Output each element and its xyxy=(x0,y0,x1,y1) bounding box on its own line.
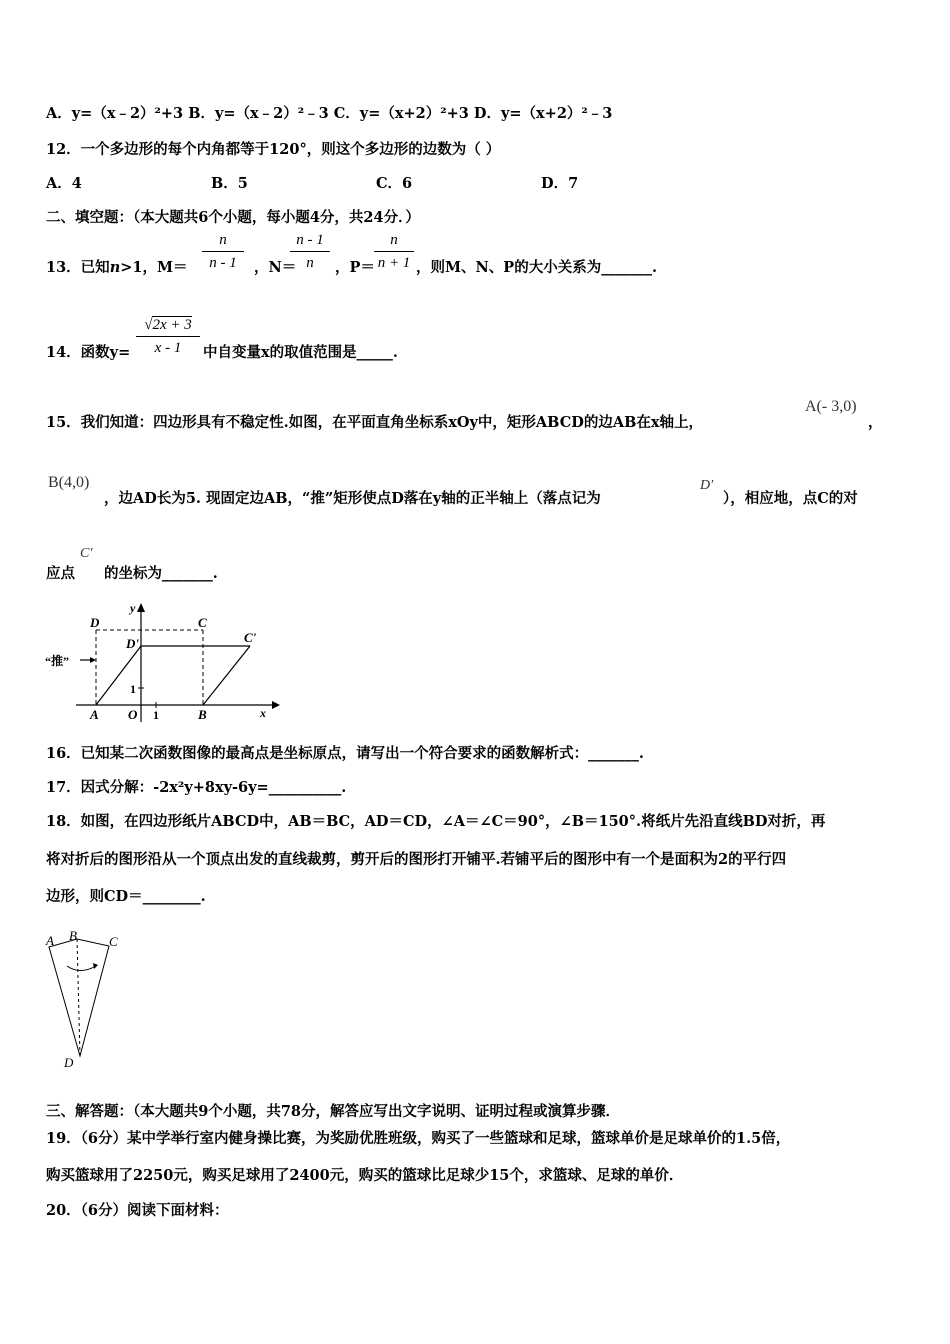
q13-p-fraction xyxy=(374,230,414,273)
q18-line-1: 18．如图，在四边形纸片ABCD中，AB＝BC，AD＝CD，∠A＝∠C＝90°，∠B＝150°.将纸片先沿直线BD对折，再 xyxy=(46,813,826,830)
q18-line-3: 边形，则CD＝________. xyxy=(46,888,206,905)
y-axis-arrow xyxy=(137,603,145,612)
q15-d-prime: D′ xyxy=(700,478,714,493)
q19-line-2: 购买篮球用了2250元，购买足球用了2400元，购买的篮球比足球少15个，求篮球、足球的单价． xyxy=(46,1167,684,1184)
fig18-label-a: A xyxy=(46,933,54,948)
q15-point-a: A(- 3,0) xyxy=(805,398,857,415)
fig18-label-b: B xyxy=(69,928,77,943)
fig15-label-a: A xyxy=(90,707,99,722)
q13-n-denominator: n xyxy=(306,255,314,271)
q12-option-a: A．4 xyxy=(46,175,82,192)
q13-suffix: ，则M、N、P的大小关系为_______. xyxy=(416,259,658,276)
q15-line-3a: 应点 xyxy=(46,565,75,582)
fig15-label-b: B xyxy=(198,707,207,722)
q15-line-1: 15．我们知道：四边形具有不稳定性.如图，在平面直角坐标系xOy中，矩形ABCD的边AB在x轴上， xyxy=(46,414,703,431)
q12-option-c: C．6 xyxy=(376,175,413,192)
push-arrow-head xyxy=(90,657,96,663)
fold-line-bd xyxy=(77,939,80,1056)
fig15-label-y: y xyxy=(130,601,136,615)
q13-n-label: ，N＝ xyxy=(254,259,297,276)
q17: 17．因式分解：-2x²y+8xy-6y=__________. xyxy=(46,779,347,796)
q14-prefix: 14．函数y= xyxy=(46,344,131,361)
q15-figure xyxy=(44,598,284,726)
q14-fraction xyxy=(136,315,200,358)
q12-option-b: B．5 xyxy=(211,175,248,192)
q14-suffix: 中自变量x的取值范围是_____. xyxy=(203,344,398,361)
q16: 16．已知某二次函数图像的最高点是坐标原点，请写出一个符合要求的函数解析式：_______. xyxy=(46,745,644,762)
q13-p-numerator: n xyxy=(390,232,398,248)
fig15-label-y-one: 1 xyxy=(130,682,136,696)
q15-point-b: B(4,0) xyxy=(48,474,90,491)
q14-numerator: √2x + 3 xyxy=(144,317,192,333)
fig15-label-c-prime: C' xyxy=(244,630,257,645)
q18-line-2: 将对折后的图形沿从一个顶点出发的直线裁剪，剪开后的图形打开铺平.若铺平后的图形中有一个是面积为2的平行四 xyxy=(46,851,787,868)
q13-n-fraction xyxy=(290,230,330,273)
fold-arrow-head xyxy=(93,963,98,969)
q15-comma: ， xyxy=(868,414,883,431)
q18-figure xyxy=(40,926,130,1074)
q11-options: A．y=（x﹣2）²+3 B．y=（x﹣2）²﹣3 C．y=（x+2）²+3 D．y=（x+2）²﹣3 xyxy=(46,105,613,122)
q15-c-prime: C′ xyxy=(80,546,93,561)
q13-cond: >1，M＝ xyxy=(120,259,188,276)
fig15-label-push: “推” xyxy=(45,654,70,668)
ad-prime-edge xyxy=(96,646,141,705)
fig15-label-x-one: 1 xyxy=(153,708,159,722)
x-axis-arrow xyxy=(272,701,280,709)
q19-line-1: 19．（6分）某中学举行室内健身操比赛，为奖励优胜班级，购买了一些篮球和足球，篮球单价是足球单价的1.5倍， xyxy=(46,1130,791,1147)
q13-n-numerator: n - 1 xyxy=(296,232,324,248)
fig15-label-c: C xyxy=(198,615,207,630)
q15-line-2b: ），相应地，点C的对 xyxy=(723,490,858,507)
q13-prefix: 13．已知 xyxy=(46,259,110,276)
fig15-label-o: O xyxy=(128,707,138,722)
q12-option-d: D．7 xyxy=(541,175,579,192)
q13-n: n xyxy=(109,259,121,276)
q13-p-denominator: n + 1 xyxy=(377,255,411,271)
q13-m-numerator: n xyxy=(219,232,227,248)
kite-outline xyxy=(49,939,109,1056)
q15-line-2: ，边AD长为5. 现固定边AB，“推”矩形使点D落在y轴的正半轴上（落点记为 xyxy=(104,490,601,507)
fig18-label-c: C xyxy=(109,934,118,949)
q13-line xyxy=(46,256,188,277)
fig15-label-x: x xyxy=(260,706,266,720)
q13-m-denominator: n - 1 xyxy=(209,255,237,271)
bc-prime-edge xyxy=(203,646,250,705)
q13-p-label: ，P＝ xyxy=(335,259,375,276)
q14-radicand: 2x + 3 xyxy=(152,317,192,333)
q15-line-3b: 的坐标为_______. xyxy=(104,565,218,582)
fig15-label-d: D xyxy=(90,615,100,630)
q13-m-fraction xyxy=(202,230,244,273)
q12-stem: 12．一个多边形的每个内角都等于120°，则这个多边形的边数为（ ） xyxy=(46,141,501,158)
fig15-label-d-prime: D' xyxy=(126,636,139,651)
fig18-label-d: D xyxy=(64,1055,74,1070)
q14-denominator: x - 1 xyxy=(154,340,182,356)
section-2-heading: 二、填空题：（本大题共6个小题，每小题4分，共24分．） xyxy=(46,209,420,226)
fold-arrow xyxy=(67,966,96,971)
q20: 20．（6分）阅读下面材料： xyxy=(46,1202,229,1219)
section-3-heading: 三、解答题：（本大题共9个小题，共78分，解答应写出文字说明、证明过程或演算步骤． xyxy=(46,1103,621,1120)
